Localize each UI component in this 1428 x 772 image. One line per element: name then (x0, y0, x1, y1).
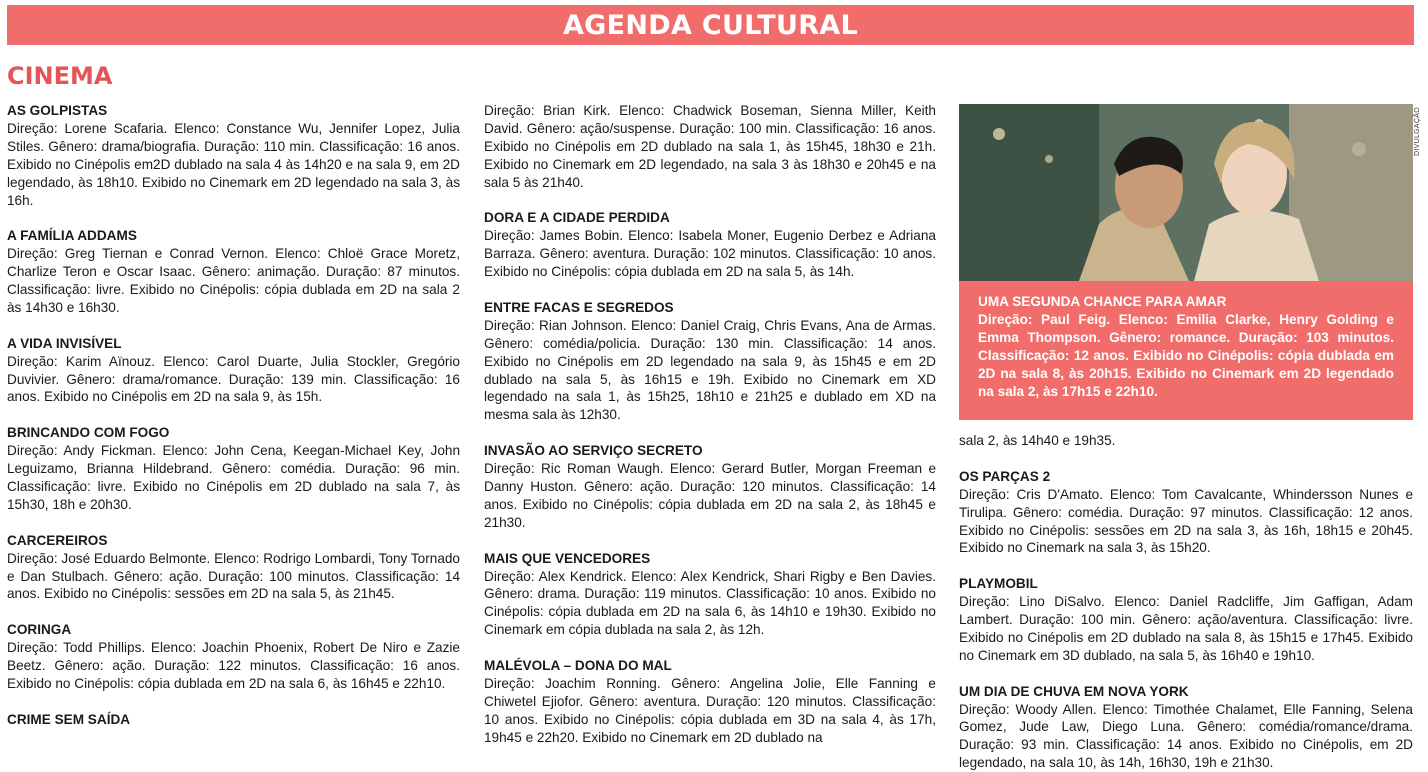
column-1 (7, 102, 460, 729)
column-3 (959, 432, 1413, 772)
banner-title: AGENDA CULTURAL (562, 9, 858, 41)
listing (484, 657, 936, 747)
movie-title: AS GOLPISTAS (7, 103, 108, 118)
featured-details: Direção: Paul Feig. Elenco: Emilia Clarke, Henry Golding e Emma Thompson. Gênero: romance. Duração: 103 minutos. Classificação: 12 anos. Exibido no Cinépolis: cópia dublada em 2D na sala 8, às 20h15. Exibido no Cinemark em 2D legendado na sala 2, às 17h15 e 22h10. (978, 311, 1394, 399)
movie-title: MAIS QUE VENCEDORES (484, 550, 651, 566)
movie-details: Direção: Karim Aïnouz. Elenco: Carol Duarte, Julia Stockler, Gregório Duvivier. Gênero: drama/romance. Duração: 139 min. Classificação: 16 anos. Exibido no Cinépolis em 2D na sala 9, às 15h. (7, 353, 460, 405)
movie-title: INVASÃO AO SERVIÇO SECRETO (484, 443, 703, 459)
movie-details: sala 2, às 14h40 e 19h35. (959, 433, 1116, 448)
featured-title: UMA SEGUNDA CHANCE PARA AMAR (978, 294, 1227, 309)
photo-credit-text: DIVULGAÇÃO (1413, 107, 1421, 156)
movie-title: OS PARÇAS 2 (959, 468, 1051, 484)
movie-photo (959, 104, 1413, 281)
listing-continued (484, 102, 936, 192)
movie-title: UM DIA DE CHUVA EM NOVA YORK (959, 683, 1189, 699)
movie-title: A VIDA INVISÍVEL (7, 335, 122, 351)
movie-details: Direção: Lorene Scafaria. Elenco: Constance Wu, Jennifer Lopez, Julia Stiles. Gênero: drama/biografia. Duração: 110 min. Classificação: 16 anos. Exibido no Cinépolis em2D dublado na sala 4 às 14h20 e na sala 9, em 2D legendado, às 18h10. Exibido no Cinemark em 2D legendado na sala 3, às 16h. (7, 120, 460, 208)
movie-details: Direção: Joachim Ronning. Gênero: Angelina Jolie, Elle Fanning e Chiwetel Ejiofor. Gênero: aventura. Duração: 120 minutos. Classificação: 10 anos. Exibido no Cinépolis: cópia dublada em 3D na sala 4, às 17h, 19h45 e 22h20. Exibido no Cinemark em 2D dublado na (484, 675, 936, 745)
listing (7, 424, 460, 514)
listing-continued (959, 432, 1413, 450)
movie-title: CRIME SEM SAÍDA (7, 711, 131, 727)
section-heading: CINEMA (7, 62, 113, 90)
listing (484, 550, 936, 640)
movie-title: CARCEREIROS (7, 532, 108, 548)
listing (484, 299, 936, 424)
listing (7, 227, 460, 317)
movie-details: Direção: Lino DiSalvo. Elenco: Daniel Radcliffe, Jim Gaffigan, Adam Lambert. Duração: 100 min. Gênero: ação/aventura. Classificação: livre. Exibido no Cinépolis em 2D dublado na sala 8, às 15h15 e 17h45. Exibido no Cinemark em 3D dublado, na sala 5, às 16h40 e 19h10. (959, 594, 1413, 663)
movie-details: Direção: Brian Kirk. Elenco: Chadwick Boseman, Sienna Miller, Keith David. Gênero: ação/suspense. Duração: 100 min. Classificação: 16 anos. Exibido no Cinépolis em 2D dublado na sala 1, às 15h45, 18h30 e 21h. Exibido no Cinemark em 2D legendado, na sala 3 às 18h30 e 20h45 e na sala 5 às 21h40. (484, 103, 936, 190)
listing (7, 621, 460, 693)
listing (484, 442, 936, 532)
movie-details: Direção: Woody Allen. Elenco: Timothée Chalamet, Elle Fanning, Selena Gomez, Jude Law, Diego Luna. Gênero: comédia/romance/drama. Duração: 93 min. Classificação: 14 anos. Exibido no Cinépolis, em 2D legendado, na sala 10, às 14h, 16h30, 19h e 21h30. (959, 701, 1413, 771)
listing (484, 209, 936, 281)
featured-box (959, 281, 1413, 420)
listing (7, 102, 460, 209)
movie-details: Direção: Todd Phillips. Elenco: Joachin Phoenix, Robert De Niro e Zazie Beetz. Gênero: ação. Duração: 122 minutos. Classificação: 16 anos. Exibido no Cinépolis: cópia dublada em 2D na sala 6, às 16h45 e 22h10. (7, 640, 460, 691)
listing (7, 711, 460, 729)
column-2 (484, 102, 936, 747)
movie-details: Direção: Cris D'Amato. Elenco: Tom Cavalcante, Whindersson Nunes e Tirulipa. Gênero: comédia. Duração: 97 minutos. Classificação: 12 anos. Exibido no Cinépolis: sessões em 2D na sala 3, às 16h, 18h15 e 20h45. Exibido no Cinemark na sala 3, às 15h20. (959, 486, 1413, 556)
listing (7, 335, 460, 407)
page-banner (7, 5, 1414, 45)
movie-title: CORINGA (7, 622, 72, 638)
movie-title: PLAYMOBIL (959, 576, 1038, 592)
movie-details: Direção: Rian Johnson. Elenco: Daniel Craig, Chris Evans, Ana de Armas. Gênero: comédia/policia. Duração: 130 min. Classificação: 14 anos. Exibido no Cinépolis em 2D legendado na sala 9, às 15h45 e em 2D dublado na sala 5, às 16h15 e 19h. Exibido no Cinemark em XD legendado na sala 1, às 15h25, 18h10 e 21h25 e dublado em XD na mesma sala às 12h30. (484, 317, 936, 423)
movie-details: Direção: James Bobin. Elenco: Isabela Moner, Eugenio Derbez e Adriana Barraza. Gênero: aventura. Duração: 102 minutos. Classificação: 10 anos. Exibido no Cinépolis: cópia dublada em 2D na sala 5, às 14h. (484, 228, 936, 280)
movie-details: Direção: Alex Kendrick. Elenco: Alex Kendrick, Shari Rigby e Ben Davies. Gênero: drama. Duração: 119 minutos. Classificação: 10 anos. Exibido no Cinépolis: cópia dublada em 2D na sala 6, às 14h10 e 19h30. Exibido no Cinemark em cópia dublada na sala 2, às 12h. (484, 568, 936, 638)
movie-title: DORA E A CIDADE PERDIDA (484, 210, 670, 226)
movie-details: Direção: Greg Tiernan e Conrad Vernon. Elenco: Chloë Grace Moretz, Charlize Teron e Oscar Isaac. Gênero: animação. Duração: 87 minutos. Classificação: livre. Exibido no Cinépolis: cópia dublada em 2D na sala 2 às 14h30 e 16h30. (7, 246, 460, 315)
listing (959, 575, 1413, 665)
movie-title: A FAMÍLIA ADDAMS (7, 228, 137, 244)
movie-title: BRINCANDO COM FOGO (7, 425, 170, 441)
movie-details: Direção: José Eduardo Belmonte. Elenco: Rodrigo Lombardi, Tony Tornado e Dan Stulbach. Gênero: ação. Duração: 100 minutos. Classificação: 14 anos. Exibido no Cinépolis: sessões em 2D na sala 5, às 21h45. (7, 550, 460, 602)
movie-title: ENTRE FACAS E SEGREDOS (484, 299, 674, 315)
movie-title: MALÉVOLA – DONA DO MAL (484, 658, 672, 674)
movie-details: Direção: Ric Roman Waugh. Elenco: Gerard Butler, Morgan Freeman e Danny Huston. Gênero: ação. Duração: 120 minutos. Classificação: 14 anos. Exibido no Cinépolis: cópia dublada em 2D na sala 2, às 18h45 e 21h30. (484, 461, 936, 530)
listing (7, 532, 460, 604)
photo-illustration (959, 104, 1413, 281)
photo-credit (1413, 104, 1428, 164)
listing (959, 468, 1413, 558)
listing (959, 683, 1413, 772)
movie-details: Direção: Andy Fickman. Elenco: John Cena, Keegan-Michael Key, John Leguizamo, Brianna Hildebrand. Gênero: comédia. Duração: 96 min. Classificação: livre. Exibido no Cinépolis em 2D dublado na sala 7, às 15h30, 18h e 20h30. (7, 443, 460, 512)
